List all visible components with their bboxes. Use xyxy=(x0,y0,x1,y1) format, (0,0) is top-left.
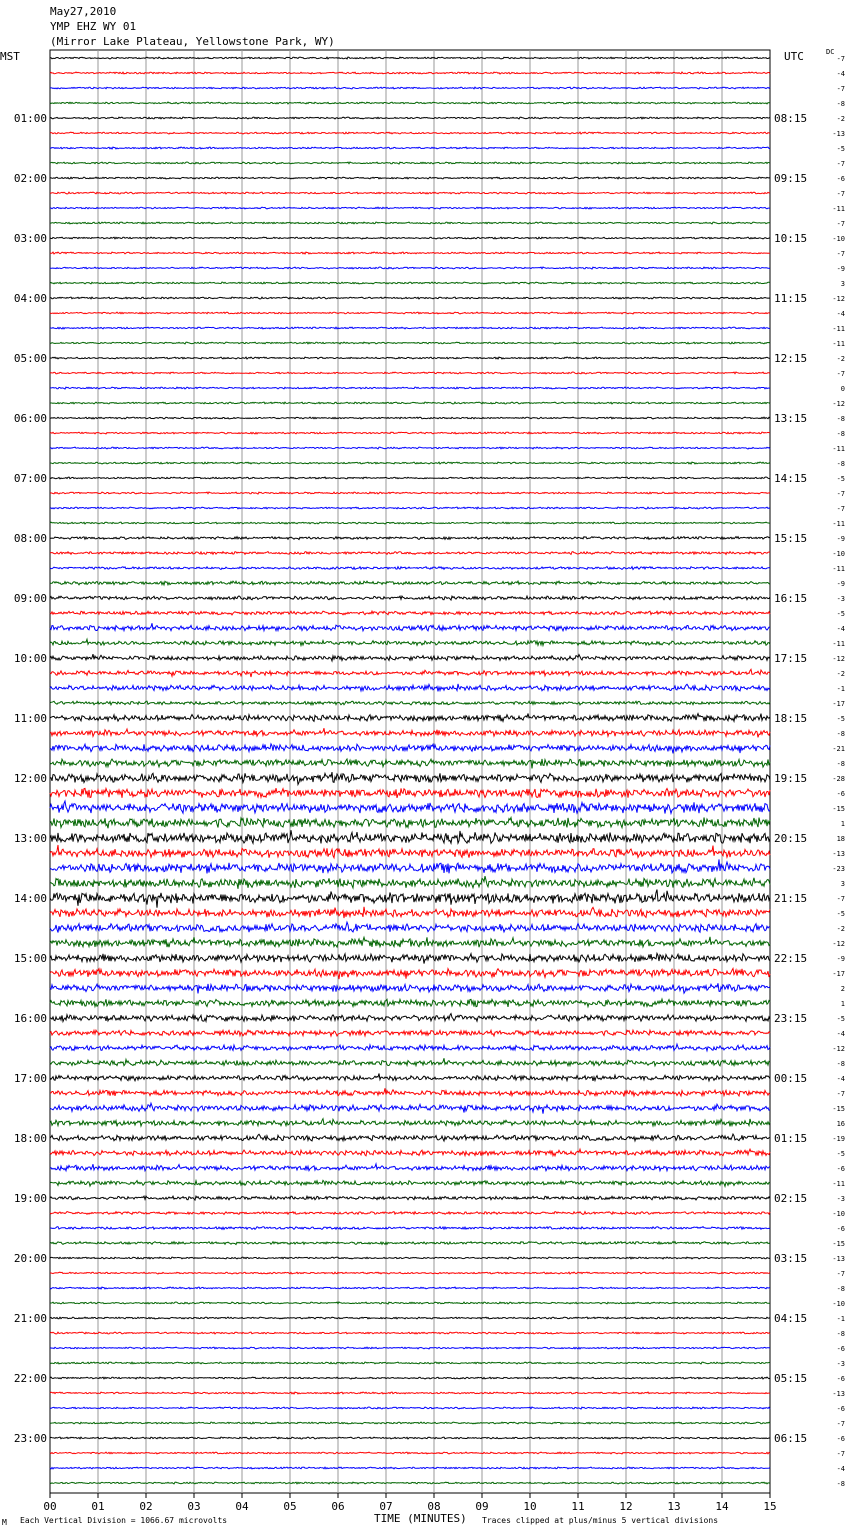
trace-line xyxy=(50,507,770,509)
trace-line xyxy=(50,477,770,479)
dc-offset-label: -7 xyxy=(836,370,845,378)
trace-line xyxy=(50,759,770,769)
dc-offset-label: -13 xyxy=(832,1255,845,1263)
dc-offset-label: 3 xyxy=(840,280,845,288)
x-tick-label: 14 xyxy=(715,1500,729,1513)
dc-offset-label: -7 xyxy=(836,1420,845,1428)
local-timezone-label: MST xyxy=(0,50,20,63)
dc-offset-label: -6 xyxy=(836,1435,845,1443)
trace-line xyxy=(50,907,770,918)
dc-offset-label: -4 xyxy=(836,1465,845,1473)
dc-offset-label: -11 xyxy=(832,1180,845,1188)
trace-line xyxy=(50,1058,770,1066)
x-tick-label: 15 xyxy=(763,1500,777,1513)
trace-line xyxy=(50,684,770,692)
utc-hour-label: 15:15 xyxy=(774,532,808,545)
dc-offset-label: -10 xyxy=(832,1210,845,1218)
utc-hour-label: 06:15 xyxy=(774,1432,808,1445)
utc-timezone-label: UTC xyxy=(784,50,804,63)
trace-line xyxy=(50,596,770,600)
trace-line xyxy=(50,402,770,404)
dc-offset-label: -7 xyxy=(836,55,845,63)
mst-hour-label: 15:00 xyxy=(13,952,47,965)
dc-offset-label: -7 xyxy=(836,490,845,498)
utc-hour-label: 08:15 xyxy=(774,112,808,125)
dc-offset-label: -8 xyxy=(836,460,845,468)
mst-hour-label: 04:00 xyxy=(13,292,47,305)
dc-offset-label: -6 xyxy=(836,1225,845,1233)
trace-line xyxy=(50,1272,770,1274)
dc-offset-label: -15 xyxy=(832,1105,845,1113)
trace-line xyxy=(50,876,770,889)
trace-line xyxy=(50,801,770,814)
dc-offset-label: -11 xyxy=(832,325,845,333)
mst-hour-label: 01:00 xyxy=(13,112,47,125)
trace-line xyxy=(50,1149,770,1156)
trace-line xyxy=(50,1347,770,1349)
trace-line xyxy=(50,999,770,1007)
mst-hour-label: 19:00 xyxy=(13,1192,47,1205)
dc-offset-label: -8 xyxy=(836,415,845,423)
dc-offset-label: -8 xyxy=(836,100,845,108)
utc-hour-label: 01:15 xyxy=(774,1132,808,1145)
mst-hour-label: 08:00 xyxy=(13,532,47,545)
dc-offset-label: -7 xyxy=(836,250,845,258)
utc-hour-label: 19:15 xyxy=(774,772,808,785)
dc-offset-label: -10 xyxy=(832,1300,845,1308)
trace-line xyxy=(50,1103,770,1114)
x-tick-label: 02 xyxy=(139,1500,153,1513)
dc-offset-label: -6 xyxy=(836,1375,845,1383)
trace-line xyxy=(50,1242,770,1245)
dc-offset-label: -6 xyxy=(836,1345,845,1353)
dc-offset-label: -11 xyxy=(832,205,845,213)
dc-offset-label: -8 xyxy=(836,730,845,738)
trace-line xyxy=(50,222,770,224)
dc-offset-label: -5 xyxy=(836,715,845,723)
utc-hour-label: 00:15 xyxy=(774,1072,808,1085)
dc-offset-label: -7 xyxy=(836,505,845,513)
recording-date: May27,2010 xyxy=(50,5,117,18)
trace-line xyxy=(50,372,770,374)
trace-line xyxy=(50,132,770,134)
x-tick-label: 03 xyxy=(187,1500,201,1513)
trace-line xyxy=(50,983,770,993)
trace-line xyxy=(50,1212,770,1215)
mst-hour-label: 11:00 xyxy=(13,712,47,725)
dc-offset-label: -4 xyxy=(836,310,845,318)
trace-line xyxy=(50,818,770,829)
utc-hour-label: 18:15 xyxy=(774,712,808,725)
mst-hour-label: 06:00 xyxy=(13,412,47,425)
trace-line xyxy=(50,639,770,645)
dc-offset-label: -7 xyxy=(836,1090,845,1098)
dc-offset-label: -5 xyxy=(836,1015,845,1023)
trace-line xyxy=(50,1377,770,1379)
dc-offset-label: -4 xyxy=(836,70,845,78)
utc-hour-label: 13:15 xyxy=(774,412,808,425)
trace-line xyxy=(50,581,770,585)
mst-hour-label: 03:00 xyxy=(13,232,47,245)
x-tick-label: 09 xyxy=(475,1500,489,1513)
dc-offset-label: -2 xyxy=(836,115,845,123)
dc-offset-label: -15 xyxy=(832,1240,845,1248)
trace-line xyxy=(50,1392,770,1394)
dc-offset-label: -23 xyxy=(832,865,845,873)
trace-line xyxy=(50,890,770,908)
dc-offset-label: 1 xyxy=(840,820,845,828)
trace-line xyxy=(50,327,770,329)
dc-offset-label: -5 xyxy=(836,1150,845,1158)
x-tick-label: 01 xyxy=(91,1500,105,1513)
dc-offset-label: -17 xyxy=(832,970,845,978)
dc-offset-label: -7 xyxy=(836,1270,845,1278)
trace-line xyxy=(50,669,770,677)
dc-offset-label: -2 xyxy=(836,670,845,678)
trace-line xyxy=(50,772,770,784)
dc-offset-label: -7 xyxy=(836,190,845,198)
x-tick-label: 08 xyxy=(427,1500,441,1513)
trace-line xyxy=(50,969,770,980)
dc-offset-label: -5 xyxy=(836,610,845,618)
trace-line xyxy=(50,162,770,164)
x-tick-label: 12 xyxy=(619,1500,633,1513)
trace-line xyxy=(50,72,770,74)
trace-line xyxy=(50,1180,770,1186)
trace-line xyxy=(50,492,770,494)
trace-line xyxy=(50,1332,770,1334)
trace-line xyxy=(50,552,770,555)
trace-line xyxy=(50,1030,770,1036)
mst-hour-label: 05:00 xyxy=(13,352,47,365)
trace-line xyxy=(50,537,770,540)
mst-hour-label: 18:00 xyxy=(13,1132,47,1145)
dc-offset-label: -10 xyxy=(832,550,845,558)
trace-line xyxy=(50,859,770,873)
dc-offset-label: -8 xyxy=(836,1480,845,1488)
trace-line xyxy=(50,1287,770,1289)
utc-hour-label: 04:15 xyxy=(774,1312,808,1325)
dc-offset-label: -9 xyxy=(836,580,845,588)
mst-hour-label: 20:00 xyxy=(13,1252,47,1265)
x-tick-label: 10 xyxy=(523,1500,537,1513)
trace-line xyxy=(50,611,770,615)
mst-hour-label: 10:00 xyxy=(13,652,47,665)
dc-offset-label: -7 xyxy=(836,220,845,228)
trace-line xyxy=(50,744,770,754)
clipping-note: Traces clipped at plus/minus 5 vertical divisions xyxy=(482,1516,719,1525)
dc-offset-label: -10 xyxy=(832,235,845,243)
utc-hour-label: 14:15 xyxy=(774,472,808,485)
dc-offset-label: 18 xyxy=(836,835,845,843)
trace-line xyxy=(50,830,770,843)
utc-hour-label: 05:15 xyxy=(774,1372,808,1385)
dc-offset-label: 16 xyxy=(836,1120,845,1128)
dc-offset-label: -4 xyxy=(836,1030,845,1038)
dc-offset-label: -21 xyxy=(832,745,845,753)
trace-line xyxy=(50,252,770,254)
dc-offset-label: 1 xyxy=(840,1000,845,1008)
dc-offset-label: -12 xyxy=(832,1045,845,1053)
trace-line xyxy=(50,1074,770,1081)
utc-hour-label: 09:15 xyxy=(774,172,808,185)
trace-line xyxy=(50,282,770,284)
mst-hour-label: 21:00 xyxy=(13,1312,47,1325)
plot-frame xyxy=(50,50,770,1493)
trace-line xyxy=(50,623,770,631)
trace-line xyxy=(50,1302,770,1304)
trace-line xyxy=(50,567,770,570)
trace-line xyxy=(50,1407,770,1409)
trace-line xyxy=(50,192,770,194)
dc-offset-label: -8 xyxy=(836,430,845,438)
dc-offset-label: -13 xyxy=(832,1390,845,1398)
trace-line xyxy=(50,1119,770,1127)
dc-offset-label: -7 xyxy=(836,1450,845,1458)
trace-line xyxy=(50,102,770,104)
x-tick-label: 00 xyxy=(43,1500,57,1513)
dc-offset-label: -1 xyxy=(836,1315,845,1323)
mst-hour-label: 17:00 xyxy=(13,1072,47,1085)
trace-line xyxy=(50,432,770,434)
dc-offset-label: -11 xyxy=(832,565,845,573)
x-tick-label: 13 xyxy=(667,1500,681,1513)
dc-offset-label: -8 xyxy=(836,1330,845,1338)
trace-line xyxy=(50,342,770,344)
vertical-scale-note: Each Vertical Division = 1066.67 microvolts xyxy=(20,1516,228,1525)
dc-offset-label: -12 xyxy=(832,400,845,408)
trace-line xyxy=(50,788,770,798)
trace-line xyxy=(50,1317,770,1319)
mst-hour-label: 09:00 xyxy=(13,592,47,605)
dc-offset-label: -12 xyxy=(832,940,845,948)
dc-offset-label: -8 xyxy=(836,760,845,768)
mst-hour-label: 07:00 xyxy=(13,472,47,485)
trace-line xyxy=(50,1437,770,1439)
dc-offset-label: -3 xyxy=(836,1195,845,1203)
dc-offset-label: -11 xyxy=(832,640,845,648)
mst-hour-label: 14:00 xyxy=(13,892,47,905)
trace-line xyxy=(50,387,770,389)
trace-line xyxy=(50,953,770,963)
dc-offset-label: -8 xyxy=(836,1285,845,1293)
mst-hour-label: 13:00 xyxy=(13,832,47,845)
trace-line xyxy=(50,1044,770,1051)
trace-line xyxy=(50,147,770,149)
trace-line xyxy=(50,728,770,737)
dc-offset-label: -3 xyxy=(836,595,845,603)
trace-line xyxy=(50,522,770,524)
trace-line xyxy=(50,312,770,314)
dc-offset-label: -7 xyxy=(836,160,845,168)
trace-line xyxy=(50,922,770,932)
utc-hour-label: 11:15 xyxy=(774,292,808,305)
dc-offset-label: -12 xyxy=(832,655,845,663)
utc-hour-label: 02:15 xyxy=(774,1192,808,1205)
dc-offset-label: 3 xyxy=(840,880,845,888)
trace-line xyxy=(50,937,770,947)
x-axis-title: TIME (MINUTES) xyxy=(374,1512,467,1525)
footer-mark: M xyxy=(2,1518,7,1527)
dc-offset-label: 0 xyxy=(840,385,845,393)
trace-line xyxy=(50,267,770,269)
utc-hour-label: 12:15 xyxy=(774,352,808,365)
trace-line xyxy=(50,447,770,449)
dc-offset-label: -28 xyxy=(832,775,845,783)
dc-offset-label: -5 xyxy=(836,910,845,918)
dc-offset-label: -3 xyxy=(836,1360,845,1368)
trace-line xyxy=(50,845,770,858)
dc-offset-label: -4 xyxy=(836,625,845,633)
dc-offset-label: -19 xyxy=(832,1135,845,1143)
x-tick-label: 04 xyxy=(235,1500,249,1513)
trace-line xyxy=(50,1482,770,1484)
trace-line xyxy=(50,237,770,239)
dc-offset-label: -2 xyxy=(836,925,845,933)
trace-line xyxy=(50,1227,770,1230)
trace-line xyxy=(50,1467,770,1469)
dc-offset-label: -13 xyxy=(832,850,845,858)
trace-line xyxy=(50,1014,770,1022)
dc-offset-header: DC xyxy=(826,48,835,56)
mst-hour-label: 02:00 xyxy=(13,172,47,185)
trace-line xyxy=(50,462,770,464)
trace-line xyxy=(50,1196,770,1200)
dc-offset-label: -15 xyxy=(832,805,845,813)
dc-offset-label: -6 xyxy=(836,175,845,183)
dc-offset-label: -1 xyxy=(836,685,845,693)
station-code: YMP EHZ WY 01 xyxy=(50,20,137,33)
dc-offset-label: -11 xyxy=(832,340,845,348)
trace-line xyxy=(50,177,770,179)
dc-offset-label: -5 xyxy=(836,475,845,483)
utc-hour-label: 22:15 xyxy=(774,952,808,965)
mst-hour-label: 16:00 xyxy=(13,1012,47,1025)
x-tick-label: 11 xyxy=(571,1500,585,1513)
utc-hour-label: 16:15 xyxy=(774,592,808,605)
dc-offset-label: -13 xyxy=(832,130,845,138)
trace-line xyxy=(50,1422,770,1424)
trace-line xyxy=(50,117,770,119)
dc-offset-label: -12 xyxy=(832,295,845,303)
dc-offset-label: -6 xyxy=(836,1405,845,1413)
utc-hour-label: 21:15 xyxy=(774,892,808,905)
trace-line xyxy=(50,654,770,661)
dc-offset-label: -8 xyxy=(836,1060,845,1068)
x-tick-label: 05 xyxy=(283,1500,297,1513)
utc-hour-label: 10:15 xyxy=(774,232,808,245)
dc-offset-label: -4 xyxy=(836,1075,845,1083)
dc-offset-label: -6 xyxy=(836,1165,845,1173)
dc-offset-label: -11 xyxy=(832,445,845,453)
x-tick-label: 07 xyxy=(379,1500,393,1513)
x-tick-label: 06 xyxy=(331,1500,345,1513)
utc-hour-label: 20:15 xyxy=(774,832,808,845)
trace-line xyxy=(50,1088,770,1096)
dc-offset-label: -6 xyxy=(836,790,845,798)
dc-offset-label: -17 xyxy=(832,700,845,708)
dc-offset-label: -7 xyxy=(836,895,845,903)
trace-line xyxy=(50,357,770,359)
trace-line xyxy=(50,714,770,722)
trace-line xyxy=(50,57,770,59)
trace-line xyxy=(50,1134,770,1141)
trace-line xyxy=(50,1164,770,1171)
mst-hour-label: 12:00 xyxy=(13,772,47,785)
trace-line xyxy=(50,1452,770,1454)
mst-hour-label: 23:00 xyxy=(13,1432,47,1445)
dc-offset-label: -7 xyxy=(836,85,845,93)
trace-line xyxy=(50,207,770,209)
dc-offset-label: -9 xyxy=(836,535,845,543)
dc-offset-label: -11 xyxy=(832,520,845,528)
trace-line xyxy=(50,417,770,419)
trace-line xyxy=(50,1362,770,1364)
dc-offset-label: -9 xyxy=(836,265,845,273)
trace-line xyxy=(50,87,770,89)
dc-offset-label: -9 xyxy=(836,955,845,963)
dc-offset-label: 2 xyxy=(840,985,845,993)
trace-line xyxy=(50,297,770,299)
trace-line xyxy=(50,1257,770,1259)
mst-hour-label: 22:00 xyxy=(13,1372,47,1385)
trace-line xyxy=(50,701,770,705)
utc-hour-label: 03:15 xyxy=(774,1252,808,1265)
dc-offset-label: -5 xyxy=(836,145,845,153)
utc-hour-label: 23:15 xyxy=(774,1012,808,1025)
dc-offset-label: -2 xyxy=(836,355,845,363)
utc-hour-label: 17:15 xyxy=(774,652,808,665)
station-location: (Mirror Lake Plateau, Yellowstone Park, WY) xyxy=(50,35,335,48)
